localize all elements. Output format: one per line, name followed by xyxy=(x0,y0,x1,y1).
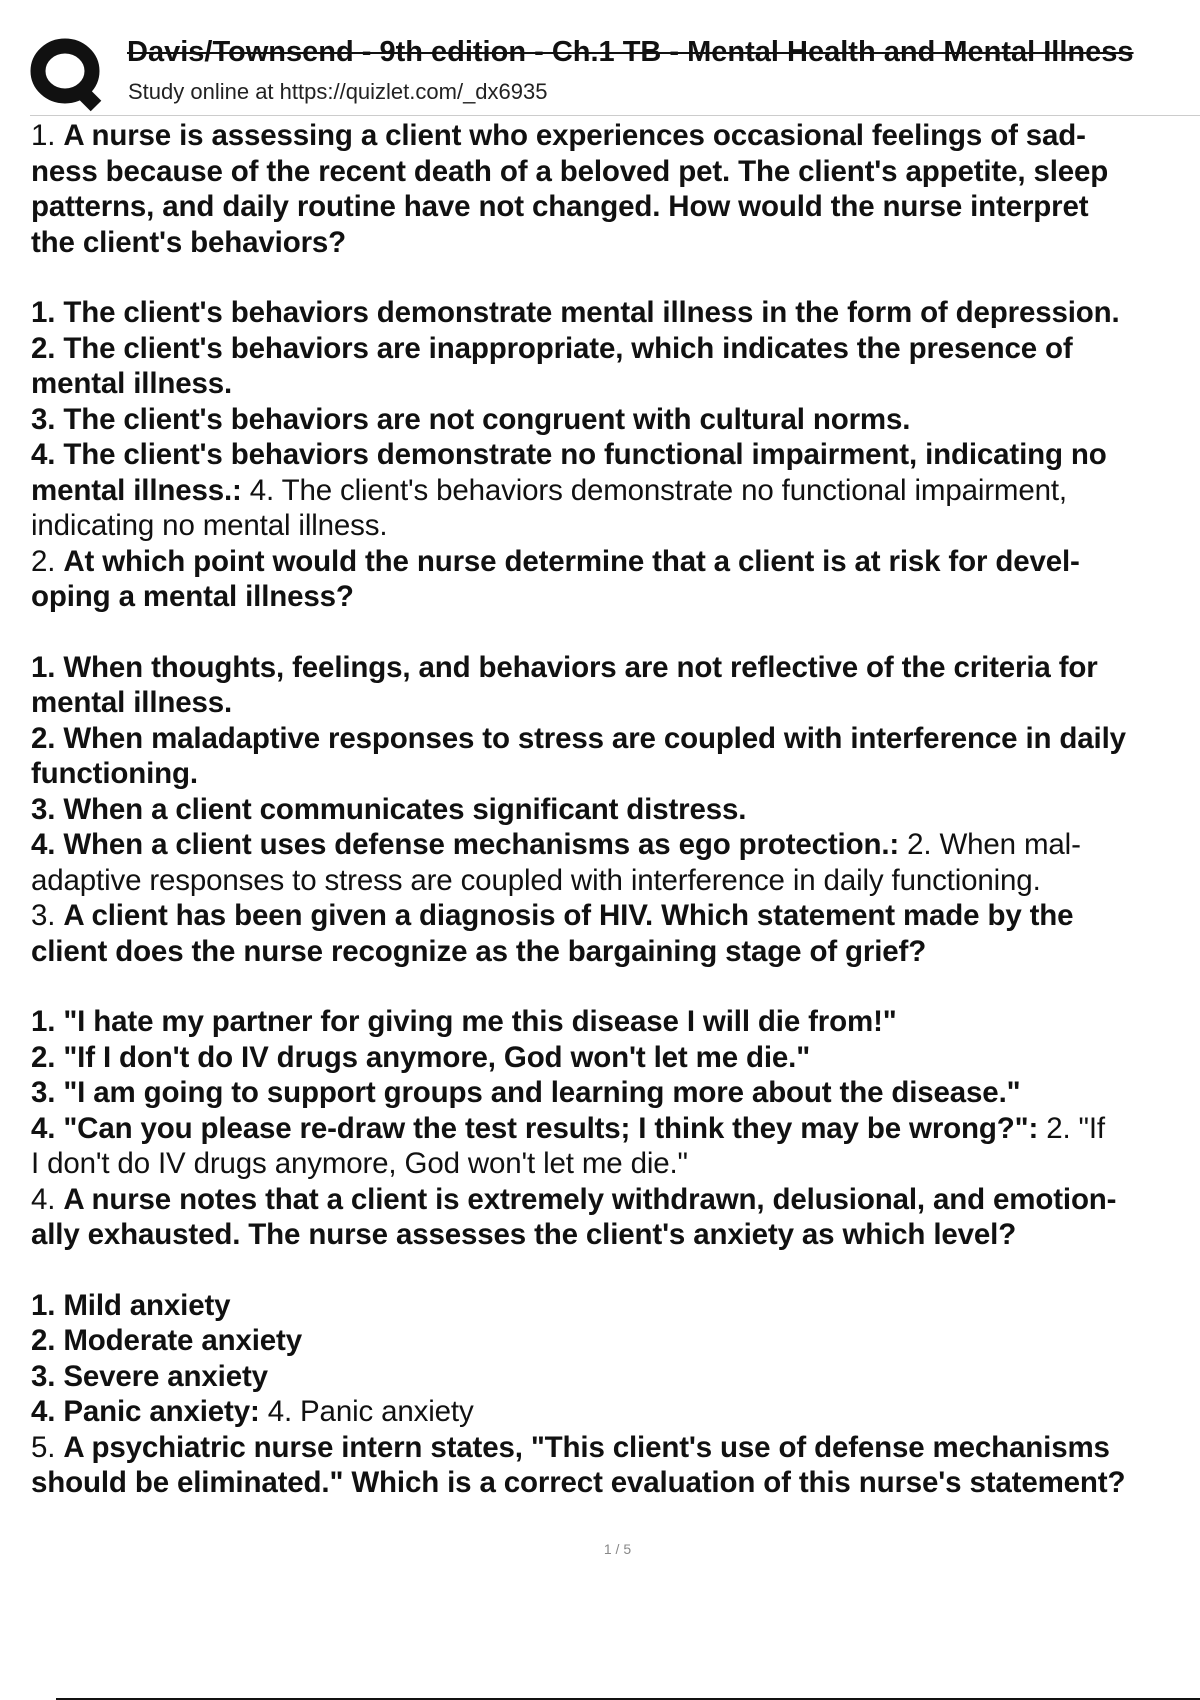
question-stem-line: A nurse is assessing a client who experiences occasional feelings of sad- xyxy=(63,119,1086,152)
answer-option: 2. When maladaptive responses to stress are coupled with interference in daily xyxy=(31,721,1126,755)
answer-option: mental illness.: xyxy=(31,473,242,507)
answer-option: 4. "Can you please re-draw the test results; I think they may be wrong?": xyxy=(31,1111,1039,1145)
answer-option: 4. When a client uses defense mechanisms as ego protection.: xyxy=(31,828,900,861)
answer-option: 2. The client's behaviors are inappropriate, which indicates the presence of xyxy=(31,331,1073,365)
answer-option: functioning. xyxy=(31,757,198,790)
question-stem-line: A client has been given a diagnosis of HIV. Which statement made by the xyxy=(63,899,1074,932)
answer-option: 4. Panic anxiety: xyxy=(31,1395,260,1428)
spacer xyxy=(31,615,1200,650)
question-stem-line: oping a mental illness? xyxy=(31,580,354,613)
answer-option: 1. When thoughts, feelings, and behaviors are not reflective of the criteria for xyxy=(31,650,1098,684)
correct-answer: 2. When mal- xyxy=(907,828,1081,861)
correct-answer: indicating no mental illness. xyxy=(31,509,388,542)
correct-answer: 4. The client's behaviors demonstrate no functional impairment, xyxy=(249,473,1067,507)
header-divider xyxy=(30,115,1200,116)
answer-option: 3. When a client communicates significant distress. xyxy=(31,792,747,826)
correct-answer: I don't do IV drugs anymore, God won't let me die." xyxy=(31,1147,688,1180)
question-stem-line: client does the nurse recognize as the bargaining stage of grief? xyxy=(31,934,927,968)
spacer xyxy=(31,260,1200,295)
answer-option: 3. Severe anxiety xyxy=(31,1359,268,1393)
spacer xyxy=(31,1253,1200,1288)
question-stem-line: the client's behaviors? xyxy=(31,225,347,259)
question-number: 1. xyxy=(31,119,56,152)
answer-option: mental illness. xyxy=(31,367,233,400)
question-stem-line: should be eliminated." Which is a correct evaluation of this nurse's statement? xyxy=(31,1466,1126,1499)
correct-answer: adaptive responses to stress are coupled with interference in daily functioning. xyxy=(31,863,1041,897)
question-number: 3. xyxy=(31,899,56,932)
question-stem-line: A psychiatric nurse intern states, "This client's use of defense mechanisms xyxy=(63,1430,1110,1464)
document-title: Davis/Townsend - 9th edition - Ch.1 TB - Mental Health and Mental Illness xyxy=(127,36,1134,68)
question-stem-line: patterns, and daily routine have not changed. How would the nurse interpret xyxy=(31,190,1089,223)
question-item xyxy=(31,898,1200,1182)
answer-option: 2. Moderate anxiety xyxy=(31,1324,302,1357)
answer-option: 4. The client's behaviors demonstrate no functional impairment, indicating no xyxy=(31,438,1107,471)
question-number: 2. xyxy=(31,544,56,578)
page-number: 1 / 5 xyxy=(603,1541,632,1557)
answer-option: 3. The client's behaviors are not congruent with cultural norms. xyxy=(31,402,911,436)
question-stem-line: At which point would the nurse determine that a client is at risk for devel- xyxy=(63,544,1080,578)
question-item xyxy=(31,1430,1200,1501)
answer-option: 1. The client's behaviors demonstrate mental illness in the form of depression. xyxy=(31,296,1120,329)
correct-answer: 4. Panic anxiety xyxy=(267,1395,474,1428)
question-list xyxy=(31,118,1200,1501)
question-item xyxy=(31,118,1200,544)
study-link[interactable]: Study online at https://quizlet.com/_dx6935 xyxy=(128,79,548,104)
question-stem-line: ally exhausted. The nurse assesses the client's anxiety as which level? xyxy=(31,1218,1017,1251)
answer-option: 1. Mild anxiety xyxy=(31,1288,231,1322)
spacer xyxy=(31,969,1200,1004)
page-header xyxy=(30,32,1200,116)
answer-option: 3. "I am going to support groups and learning more about the disease." xyxy=(31,1076,1021,1109)
correct-answer: 2. "If xyxy=(1046,1111,1105,1145)
question-stem-line: A nurse notes that a client is extremely withdrawn, delusional, and emotion- xyxy=(63,1182,1117,1216)
question-number: 4. xyxy=(31,1182,56,1216)
question-item xyxy=(31,544,1200,899)
question-stem-line: ness because of the recent death of a beloved pet. The client's appetite, sleep xyxy=(31,154,1109,188)
answer-option: 1. "I hate my partner for giving me this disease I will die from!" xyxy=(31,1005,897,1038)
question-number: 5. xyxy=(31,1430,56,1464)
answer-option: 2. "If I don't do IV drugs anymore, God won't let me die." xyxy=(31,1040,811,1074)
quizlet-logo-icon xyxy=(30,36,106,112)
question-item xyxy=(31,1182,1200,1430)
answer-option: mental illness. xyxy=(31,686,233,719)
